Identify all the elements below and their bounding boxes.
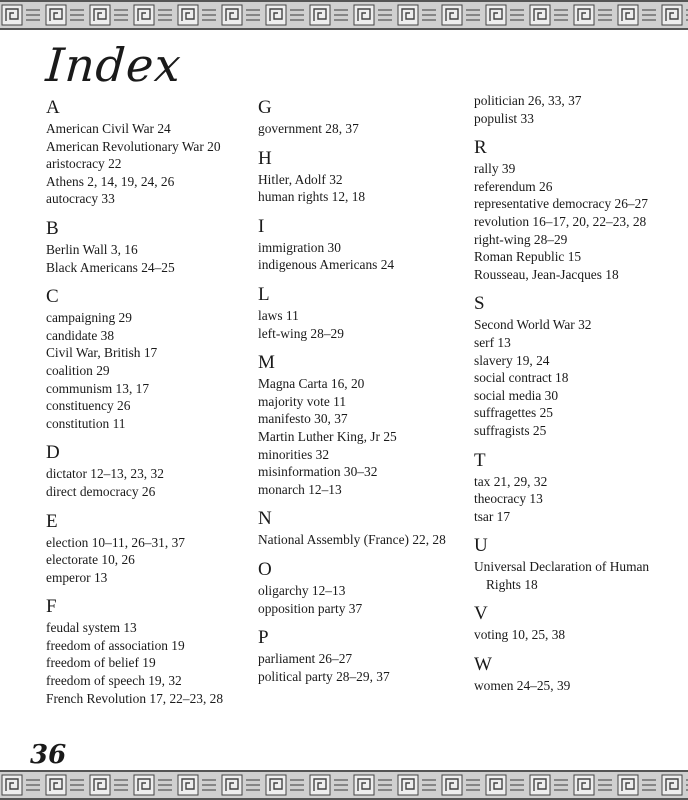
- border-motif: [266, 5, 304, 25]
- index-entry: slavery 19, 24: [474, 352, 550, 368]
- index-section: [258, 558, 463, 617]
- border-motif: [662, 775, 688, 795]
- border-motif: [618, 5, 656, 25]
- index-entry: election 10–11, 26–31, 37: [46, 534, 185, 550]
- section-letter: W: [474, 654, 492, 676]
- index-section: [258, 283, 463, 342]
- index-entry: Black Americans 24–25: [46, 259, 175, 275]
- index-section: [474, 449, 679, 526]
- border-motif: [134, 5, 172, 25]
- index-section: [258, 351, 463, 498]
- index-entry: candidate 38: [46, 327, 115, 343]
- border-motif: [90, 5, 128, 25]
- border-motif: [134, 775, 172, 795]
- index-entry: representative democracy 26–27: [474, 196, 648, 212]
- index-entry: rally 39: [474, 161, 516, 177]
- index-entry: minorities 32: [258, 446, 330, 462]
- border-motif: [46, 775, 84, 795]
- border-motif: [90, 775, 128, 795]
- index-entry: immigration 30: [258, 239, 341, 255]
- index-entry: Berlin Wall 3, 16: [46, 241, 138, 257]
- index-section: [46, 510, 251, 587]
- index-entry: human rights 12, 18: [258, 189, 366, 205]
- index-entry: government 28, 37: [258, 121, 359, 136]
- greek-key-pattern-bottom: [0, 772, 688, 798]
- index-entry: French Revolution 17, 22–23, 28: [46, 690, 224, 706]
- index-entry: National Assembly (France) 22, 28: [258, 532, 446, 548]
- section-letter: V: [474, 603, 488, 625]
- index-section: [258, 626, 463, 685]
- index-section: [46, 285, 251, 432]
- section-letter: L: [258, 283, 270, 305]
- page-title: Index: [44, 38, 184, 92]
- border-motif: [222, 775, 260, 795]
- index-entry: Roman Republic 15: [474, 249, 582, 265]
- border-motif: [442, 775, 480, 795]
- index-entry: social contract 18: [474, 370, 569, 386]
- index-entry: referendum 26: [474, 178, 553, 194]
- index-entry: Civil War, British 17: [46, 345, 158, 361]
- index-entry: electorate 10, 26: [46, 552, 135, 568]
- section-letter: D: [46, 442, 60, 464]
- index-section: [46, 441, 251, 500]
- border-motif: [398, 775, 436, 795]
- index-section: [474, 292, 679, 439]
- index-section: [474, 602, 679, 644]
- index-entry: American Civil War 24: [46, 121, 171, 136]
- index-entry: laws 11: [258, 307, 299, 323]
- border-motif: [178, 5, 216, 25]
- border-motif: [310, 775, 348, 795]
- index-column-3: [474, 92, 679, 704]
- index-section: [258, 96, 463, 138]
- border-motif: [354, 775, 392, 795]
- border-motif: [530, 5, 568, 25]
- index-entry: constituency 26: [46, 398, 131, 414]
- index-entry: emperor 13: [46, 569, 108, 585]
- index-section: [474, 653, 679, 695]
- page-number: 36: [30, 740, 67, 770]
- index-section: [258, 215, 463, 274]
- index-entry: politician 26, 33, 37: [474, 93, 582, 108]
- border-motif: [574, 775, 612, 795]
- index-entry: majority vote 11: [258, 393, 347, 409]
- index-entry: Second World War 32: [474, 317, 592, 333]
- index-entry: Universal Declaration of Human Rights 18: [474, 559, 650, 592]
- index-entry: social media 30: [474, 387, 559, 403]
- decorative-border-bottom: [0, 770, 688, 800]
- index-entry: communism 13, 17: [46, 380, 150, 396]
- index-entry: monarch 12–13: [258, 481, 342, 497]
- border-motif: [530, 775, 568, 795]
- index-section: [46, 96, 251, 208]
- border-motif: [354, 5, 392, 25]
- index-entry: feudal system 13: [46, 620, 137, 636]
- section-letter: S: [474, 293, 485, 315]
- border-motif: [662, 5, 688, 25]
- section-letter: A: [46, 97, 60, 118]
- section-letter: M: [258, 352, 275, 374]
- section-letter: T: [474, 449, 486, 471]
- border-motif: [310, 5, 348, 25]
- index-entry: populist 33: [474, 110, 534, 126]
- index-section: [474, 534, 679, 593]
- section-letter: C: [46, 286, 59, 308]
- section-letter: I: [258, 215, 265, 237]
- index-entry: freedom of speech 19, 32: [46, 673, 182, 689]
- greek-key-pattern-top: [0, 2, 688, 28]
- border-motif: [486, 5, 524, 25]
- section-letter: P: [258, 627, 269, 649]
- index-entry: American Revolutionary War 20: [46, 138, 221, 154]
- section-letter: N: [258, 508, 272, 530]
- border-motif: [486, 775, 524, 795]
- section-letter: U: [474, 535, 488, 557]
- index-column-1: [46, 96, 251, 716]
- index-entry: autocracy 33: [46, 191, 115, 207]
- index-entry: tax 21, 29, 32: [474, 473, 548, 489]
- index-entry: Martin Luther King, Jr 25: [258, 428, 397, 444]
- index-section: [474, 136, 679, 283]
- index-section: [258, 147, 463, 206]
- index-entry: opposition party 37: [258, 600, 363, 616]
- index-section: [258, 507, 463, 549]
- index-section: [46, 595, 251, 707]
- section-letter: F: [46, 596, 57, 618]
- index-entry: Rousseau, Jean-Jacques 18: [474, 266, 619, 282]
- index-entry: manifesto 30, 37: [258, 411, 348, 427]
- index-section: [46, 217, 251, 276]
- index-entry: oligarchy 12–13: [258, 582, 346, 598]
- section-letter: H: [258, 147, 272, 169]
- index-entry: coalition 29: [46, 362, 110, 378]
- border-motif: [2, 775, 40, 795]
- border-motif: [574, 5, 612, 25]
- index-entry: direct democracy 26: [46, 483, 156, 499]
- section-letter: E: [46, 510, 58, 532]
- section-letter: G: [258, 97, 272, 118]
- index-entry: aristocracy 22: [46, 156, 122, 172]
- border-motif: [222, 5, 260, 25]
- index-entry: right-wing 28–29: [474, 231, 568, 247]
- index-entry: suffragists 25: [474, 422, 547, 438]
- index-entry: freedom of association 19: [46, 637, 185, 653]
- index-entry: Hitler, Adolf 32: [258, 171, 343, 187]
- border-motif: [442, 5, 480, 25]
- index-entry: theocracy 13: [474, 491, 543, 507]
- index-entry: Magna Carta 16, 20: [258, 376, 365, 392]
- index-entry: revolution 16–17, 20, 22–23, 28: [474, 213, 647, 229]
- index-entry: indigenous Americans 24: [258, 257, 395, 273]
- section-letter: R: [474, 137, 487, 159]
- index-entry: campaigning 29: [46, 310, 132, 326]
- index-entry: dictator 12–13, 23, 32: [46, 466, 164, 482]
- border-motif: [398, 5, 436, 25]
- index-entry: Athens 2, 14, 19, 24, 26: [46, 173, 175, 189]
- index-entry: political party 28–29, 37: [258, 668, 390, 684]
- index-entry: freedom of belief 19: [46, 655, 156, 671]
- index-entry: left-wing 28–29: [258, 325, 344, 341]
- border-motif: [46, 5, 84, 25]
- index-column-2: [258, 96, 463, 694]
- index-entry: serf 13: [474, 334, 511, 350]
- border-motif: [618, 775, 656, 795]
- section-letter: B: [46, 217, 59, 239]
- index-entry: voting 10, 25, 38: [474, 627, 566, 643]
- index-entry: parliament 26–27: [258, 651, 353, 667]
- index-entry: constitution 11: [46, 415, 126, 431]
- index-section: [474, 92, 679, 127]
- index-entry: suffragettes 25: [474, 405, 553, 421]
- index-entry: misinformation 30–32: [258, 464, 378, 480]
- index-entry: tsar 17: [474, 508, 511, 524]
- border-motif: [178, 775, 216, 795]
- section-letter: O: [258, 558, 272, 580]
- border-motif: [2, 5, 40, 25]
- border-motif: [266, 775, 304, 795]
- index-entry: women 24–25, 39: [474, 678, 571, 694]
- decorative-border-top: [0, 0, 688, 30]
